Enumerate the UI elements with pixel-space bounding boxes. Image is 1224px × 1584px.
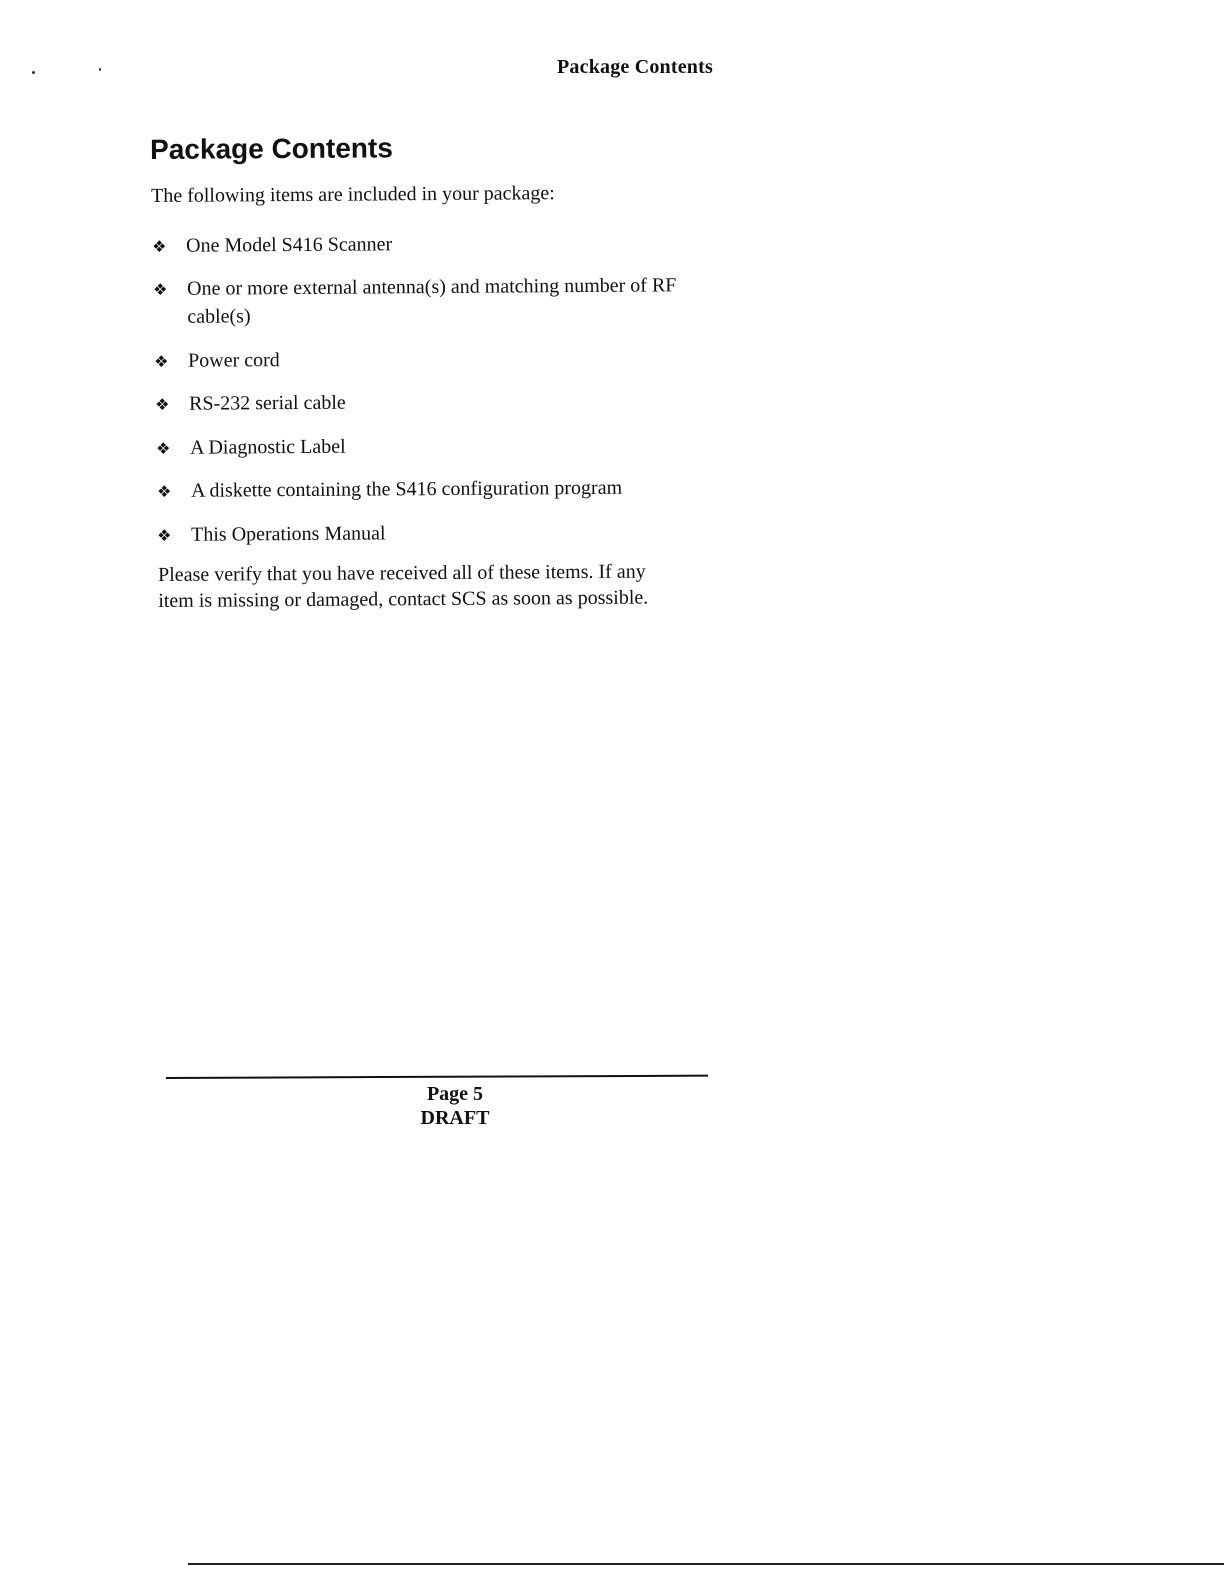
intro-text: The following items are included in your package: [151, 182, 555, 207]
list-item-text: One Model S416 Scanner [186, 233, 393, 257]
list-item-text: RS-232 serial cable [189, 391, 346, 415]
diamond-bullet-icon: ❖ [155, 396, 170, 414]
draft-label: DRAFT [420, 1107, 490, 1129]
scan-speck [99, 68, 101, 71]
list-item [156, 433, 346, 464]
scan-edge-line [188, 1563, 1224, 1565]
diamond-bullet-icon: ❖ [152, 238, 167, 256]
closing-line: Please verify that you have received all of these items. If any [158, 560, 646, 586]
list-item [157, 474, 622, 507]
list-item-text: A Diagnostic Label [190, 435, 346, 459]
diamond-bullet-icon: ❖ [157, 483, 172, 501]
footer-divider [166, 1075, 708, 1079]
list-item-text: A diskette containing the S416 configuration program [191, 476, 623, 502]
list-item-line: cable(s) [187, 305, 251, 328]
list-item-text [187, 271, 677, 330]
running-header: Package Contents [557, 56, 713, 78]
diamond-bullet-icon: ❖ [157, 527, 172, 545]
list-item [157, 519, 386, 551]
list-item-text: Power cord [188, 349, 280, 372]
page-footer [380, 1082, 530, 1130]
list-item-text: This Operations Manual [191, 522, 386, 546]
list-item [155, 389, 346, 420]
list-item-line: One or more external antenna(s) and matching number of RF [187, 274, 677, 300]
diamond-bullet-icon: ❖ [153, 281, 168, 299]
list-item [153, 271, 677, 331]
closing-line: item is missing or damaged, contact SCS as soon as possible. [158, 586, 649, 612]
page-number: Page 5 [426, 1083, 484, 1105]
list-item [152, 230, 392, 262]
diamond-bullet-icon: ❖ [154, 353, 169, 371]
list-item [154, 346, 280, 377]
diamond-bullet-icon: ❖ [156, 440, 171, 458]
section-heading: Package Contents [150, 132, 393, 165]
scan-speck [32, 71, 35, 74]
closing-paragraph [158, 558, 758, 614]
